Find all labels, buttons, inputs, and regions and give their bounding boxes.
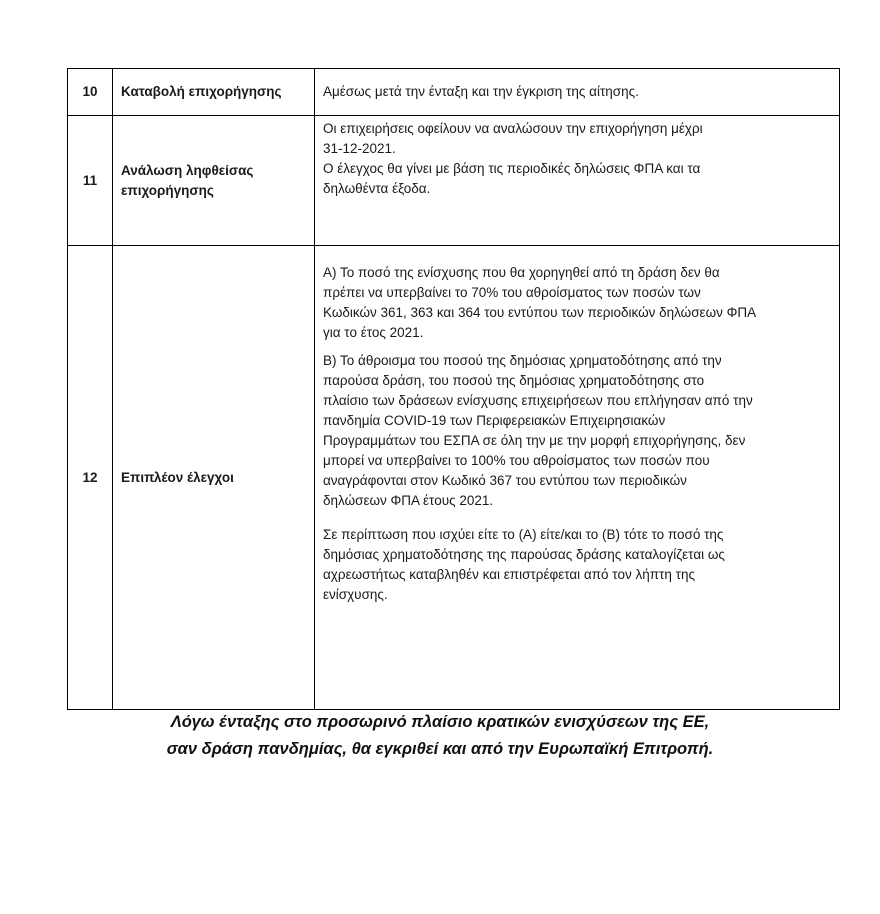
text-line: ενίσχυσης. (323, 587, 388, 602)
text-line: για το έτος 2021. (323, 325, 424, 340)
text-line: Α) Το ποσό της ενίσχυσης που θα χορηγηθεί από τη δράση δεν θα (323, 265, 720, 280)
text-line: πλαίσιο των δράσεων ενίσχυσης επιχειρήσεων που επλήγησαν από την (323, 393, 753, 408)
text-line: παρούσα δράση, του ποσού της δημόσιας χρηματοδότησης στο (323, 373, 705, 388)
text-line: δηλώσεων ΦΠΑ έτους 2021. (323, 493, 494, 508)
text-line: Β) Το άθροισμα του ποσού της δημόσιας χρηματοδότησης από την (323, 353, 722, 368)
text-line: αναγράφονται στον Κωδικό 367 του εντύπου των περιοδικών (323, 473, 687, 488)
row-description (315, 116, 840, 246)
row-number: 12 (68, 246, 113, 710)
footer-line: σαν δράση πανδημίας, θα εγκριθεί και από την Ευρωπαϊκή Επιτροπή. (166, 740, 714, 758)
text-line: Προγραμμάτων του ΕΣΠΑ σε όλη την με την μορφή επιχορήγησης, δεν (323, 433, 746, 448)
description-paragraph (323, 263, 825, 343)
row-label: Καταβολή επιχορήγησης (113, 69, 315, 116)
row-label: Επιπλέον έλεγχοι (113, 246, 315, 710)
conditions-table (67, 68, 840, 710)
row-description (315, 246, 840, 710)
text-line: πρέπει να υπερβαίνει το 70% του αθροίσματος των ποσών των (323, 285, 701, 300)
description-paragraph (323, 82, 825, 102)
description-paragraph (323, 351, 825, 511)
text-line: Αμέσως μετά την ένταξη και την έγκριση της αίτησης. (323, 84, 639, 99)
text-line: Σε περίπτωση που ισχύει είτε το (Α) είτε/και το (Β) τότε το ποσό της (323, 527, 724, 542)
table-row (68, 116, 840, 246)
text-line: πανδημία COVID-19 των Περιφερειακών Επιχειρησιακών (323, 413, 666, 428)
text-line: αχρεωστήτως καταβληθέν και επιστρέφεται από τον λήπτη της (323, 567, 695, 582)
label-line: επιχορήγησης (121, 182, 214, 198)
text-line: 31-12-2021. (323, 141, 396, 156)
row-description (315, 69, 840, 116)
row-label (113, 116, 315, 246)
label-line: Ανάλωση ληφθείσας (121, 162, 254, 178)
text-line: δηλωθέντα έξοδα. (323, 181, 431, 196)
text-line: Οι επιχειρήσεις οφείλουν να αναλώσουν την επιχορήγηση μέχρι (323, 121, 703, 136)
table-row (68, 69, 840, 116)
text-line: Ο έλεγχος θα γίνει με βάση τις περιοδικές δηλώσεις ΦΠΑ και τα (323, 161, 701, 176)
table-row (68, 246, 840, 710)
row-number: 11 (68, 116, 113, 246)
footer-line: Λόγω ένταξης στο προσωρινό πλαίσιο κρατικών ενισχύσεων της ΕΕ, (170, 713, 710, 731)
footer-note (0, 709, 880, 763)
description-paragraph (323, 525, 825, 605)
description-paragraph (323, 119, 825, 199)
text-line: μπορεί να υπερβαίνει το 100% του αθροίσματος των ποσών που (323, 453, 710, 468)
text-line: Κωδικών 361, 363 και 364 του εντύπου των περιοδικών δηλώσεων ΦΠΑ (323, 305, 757, 320)
text-line: δημόσιας χρηματοδότησης της παρούσας δράσης καταλογίζεται ως (323, 547, 725, 562)
row-number: 10 (68, 69, 113, 116)
